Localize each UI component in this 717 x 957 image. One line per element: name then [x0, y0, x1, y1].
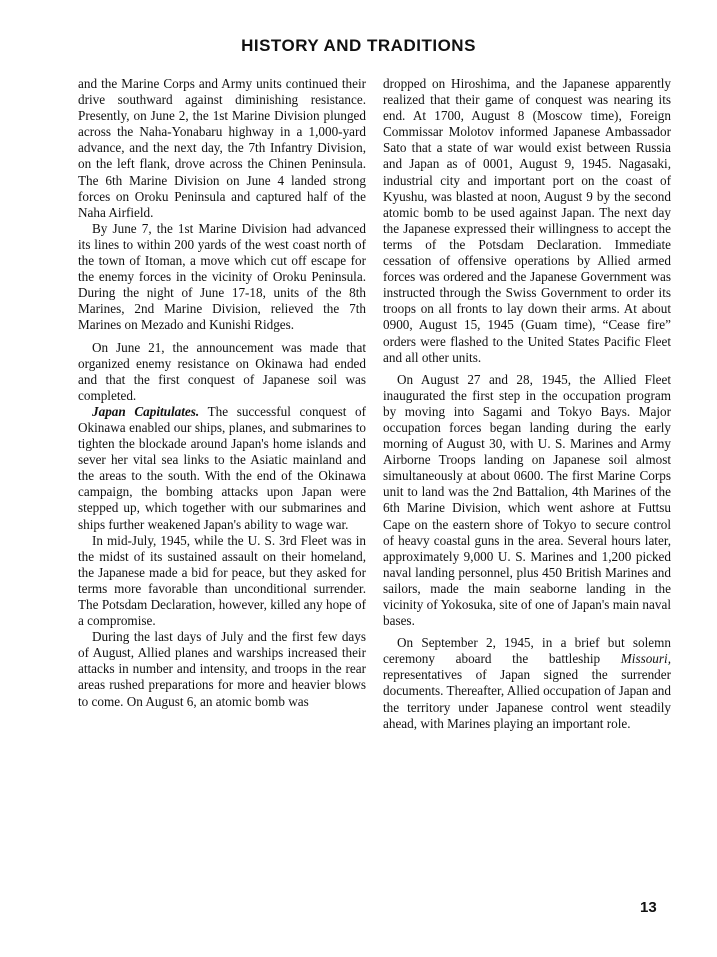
paragraph [383, 635, 671, 732]
paragraph: In mid-July, 1945, while the U. S. 3rd Fleet was in the midst of its sustained assault on their homeland, the Japanese made a bid for peace, but they asked for terms more favorable than unconditional surrender. The Potsdam Declaration, however, killed any hope of a compromise. [78, 532, 366, 629]
paragraph-text: On September 2, 1945, in a brief but solemn ceremony aboard the battleship [383, 635, 671, 667]
section-heading: Japan Capitulates. [92, 403, 200, 419]
paragraph: and the Marine Corps and Army units continued their drive southward against diminishing resistance. Presently, on June 2, the 1st Marine Division plunged across the Naha-Yonabaru highway in a 1,000-yard advance, and the next day, the 7th Infantry Division, on the left flank, drove across the Chinen Peninsula. The 6th Marine Division on June 4 landed strong forces on Oroku Peninsula and captured half of the Naha Airfield. [78, 76, 366, 220]
paragraph: By June 7, the 1st Marine Division had advanced its lines to within 200 yards of the west coast north of the town of Itoman, a move which cut off escape for the enemy forces in the vicinity of Oroku Peninsula. During the night of June 17-18, units of the 8th Marines, 2nd Marine Division, relieved the 7th Marines on Mezado and Kunishi Ridges. [78, 220, 366, 333]
ship-name: Missouri, [620, 651, 671, 667]
paragraph-text: representatives of Japan signed the surrender documents. Thereafter, Allied occupation of Japan and the territory under Japanese control went steadily ahead, with Marines playing an important role. [383, 667, 671, 731]
right-column [383, 76, 671, 732]
paragraph: On June 21, the announcement was made that organized enemy resistance on Okinawa had ended and that the first conquest of Japanese soil was completed. [78, 339, 366, 403]
paragraph: During the last days of July and the first few days of August, Allied planes and warships increased their attacks in number and intensity, and troops in the rear areas rushed preparations for more and heavier blows to come. On August 6, an atomic bomb was [78, 629, 366, 709]
page-header: HISTORY AND TRADITIONS [241, 36, 476, 55]
left-column [78, 76, 366, 710]
paragraph [78, 404, 366, 533]
paragraph-text: The successful conquest of Okinawa enabled our ships, planes, and submarines to tighten the blockade around Japan's home islands and sever her vital sea links to the Asiatic mainland and the areas to the south. With the end of the Okinawa campaign, the bombing attacks upon Japan were stepped up, which together with our submarines and ships further weakened Japan's ability to wage war. [78, 403, 367, 532]
paragraph: dropped on Hiroshima, and the Japanese apparently realized that their game of conquest was nearing its end. At 1700, August 8 (Moscow time), Foreign Commissar Molotov informed Japanese Ambassador Sato that a state of war would exist between Russia and Japan as of 0001, August 9, 1945. Nagasaki, industrial city and important port on the coast of Kyushu, was blasted at noon, August 9 by the second atomic bomb to be used against Japan. The next day the Japanese expressed their willingness to accept the terms of the Potsdam Declaration. Immediate cessation of offensive operations by Allied armed forces was ordered and the Japanese Government was instructed through the Swiss Government to order its troops on all fronts to lay down their arms. At about 0900, August 15, 1945 (Guam time), “Cease fire” orders were flashed to the United States Pacific Fleet and all other units. [383, 76, 671, 365]
paragraph: On August 27 and 28, 1945, the Allied Fleet inaugurated the first step in the occupation program by moving into Sagami and Tokyo Bays. Major occupation forces began landing during the early morning of August 30, with U. S. Marines and Army Airborne Troops landing on Japanese soil almost simultaneously at about 0600. The first Marine Corps unit to land was the 2nd Battalion, 4th Marines of the 6th Marine Division, which went ashore at Futtsu Cape on the eastern shore of Tokyo to secure control of heavy coastal guns in the area. Several hours later, approximately 9,000 U. S. Marines and 1,200 picked naval landing personnel, plus 450 British Marines and sailors, made the main seaborne landing in the vicinity of Yokosuka, site of one of Japan's main naval bases. [383, 371, 671, 629]
page-number: 13 [640, 899, 657, 916]
